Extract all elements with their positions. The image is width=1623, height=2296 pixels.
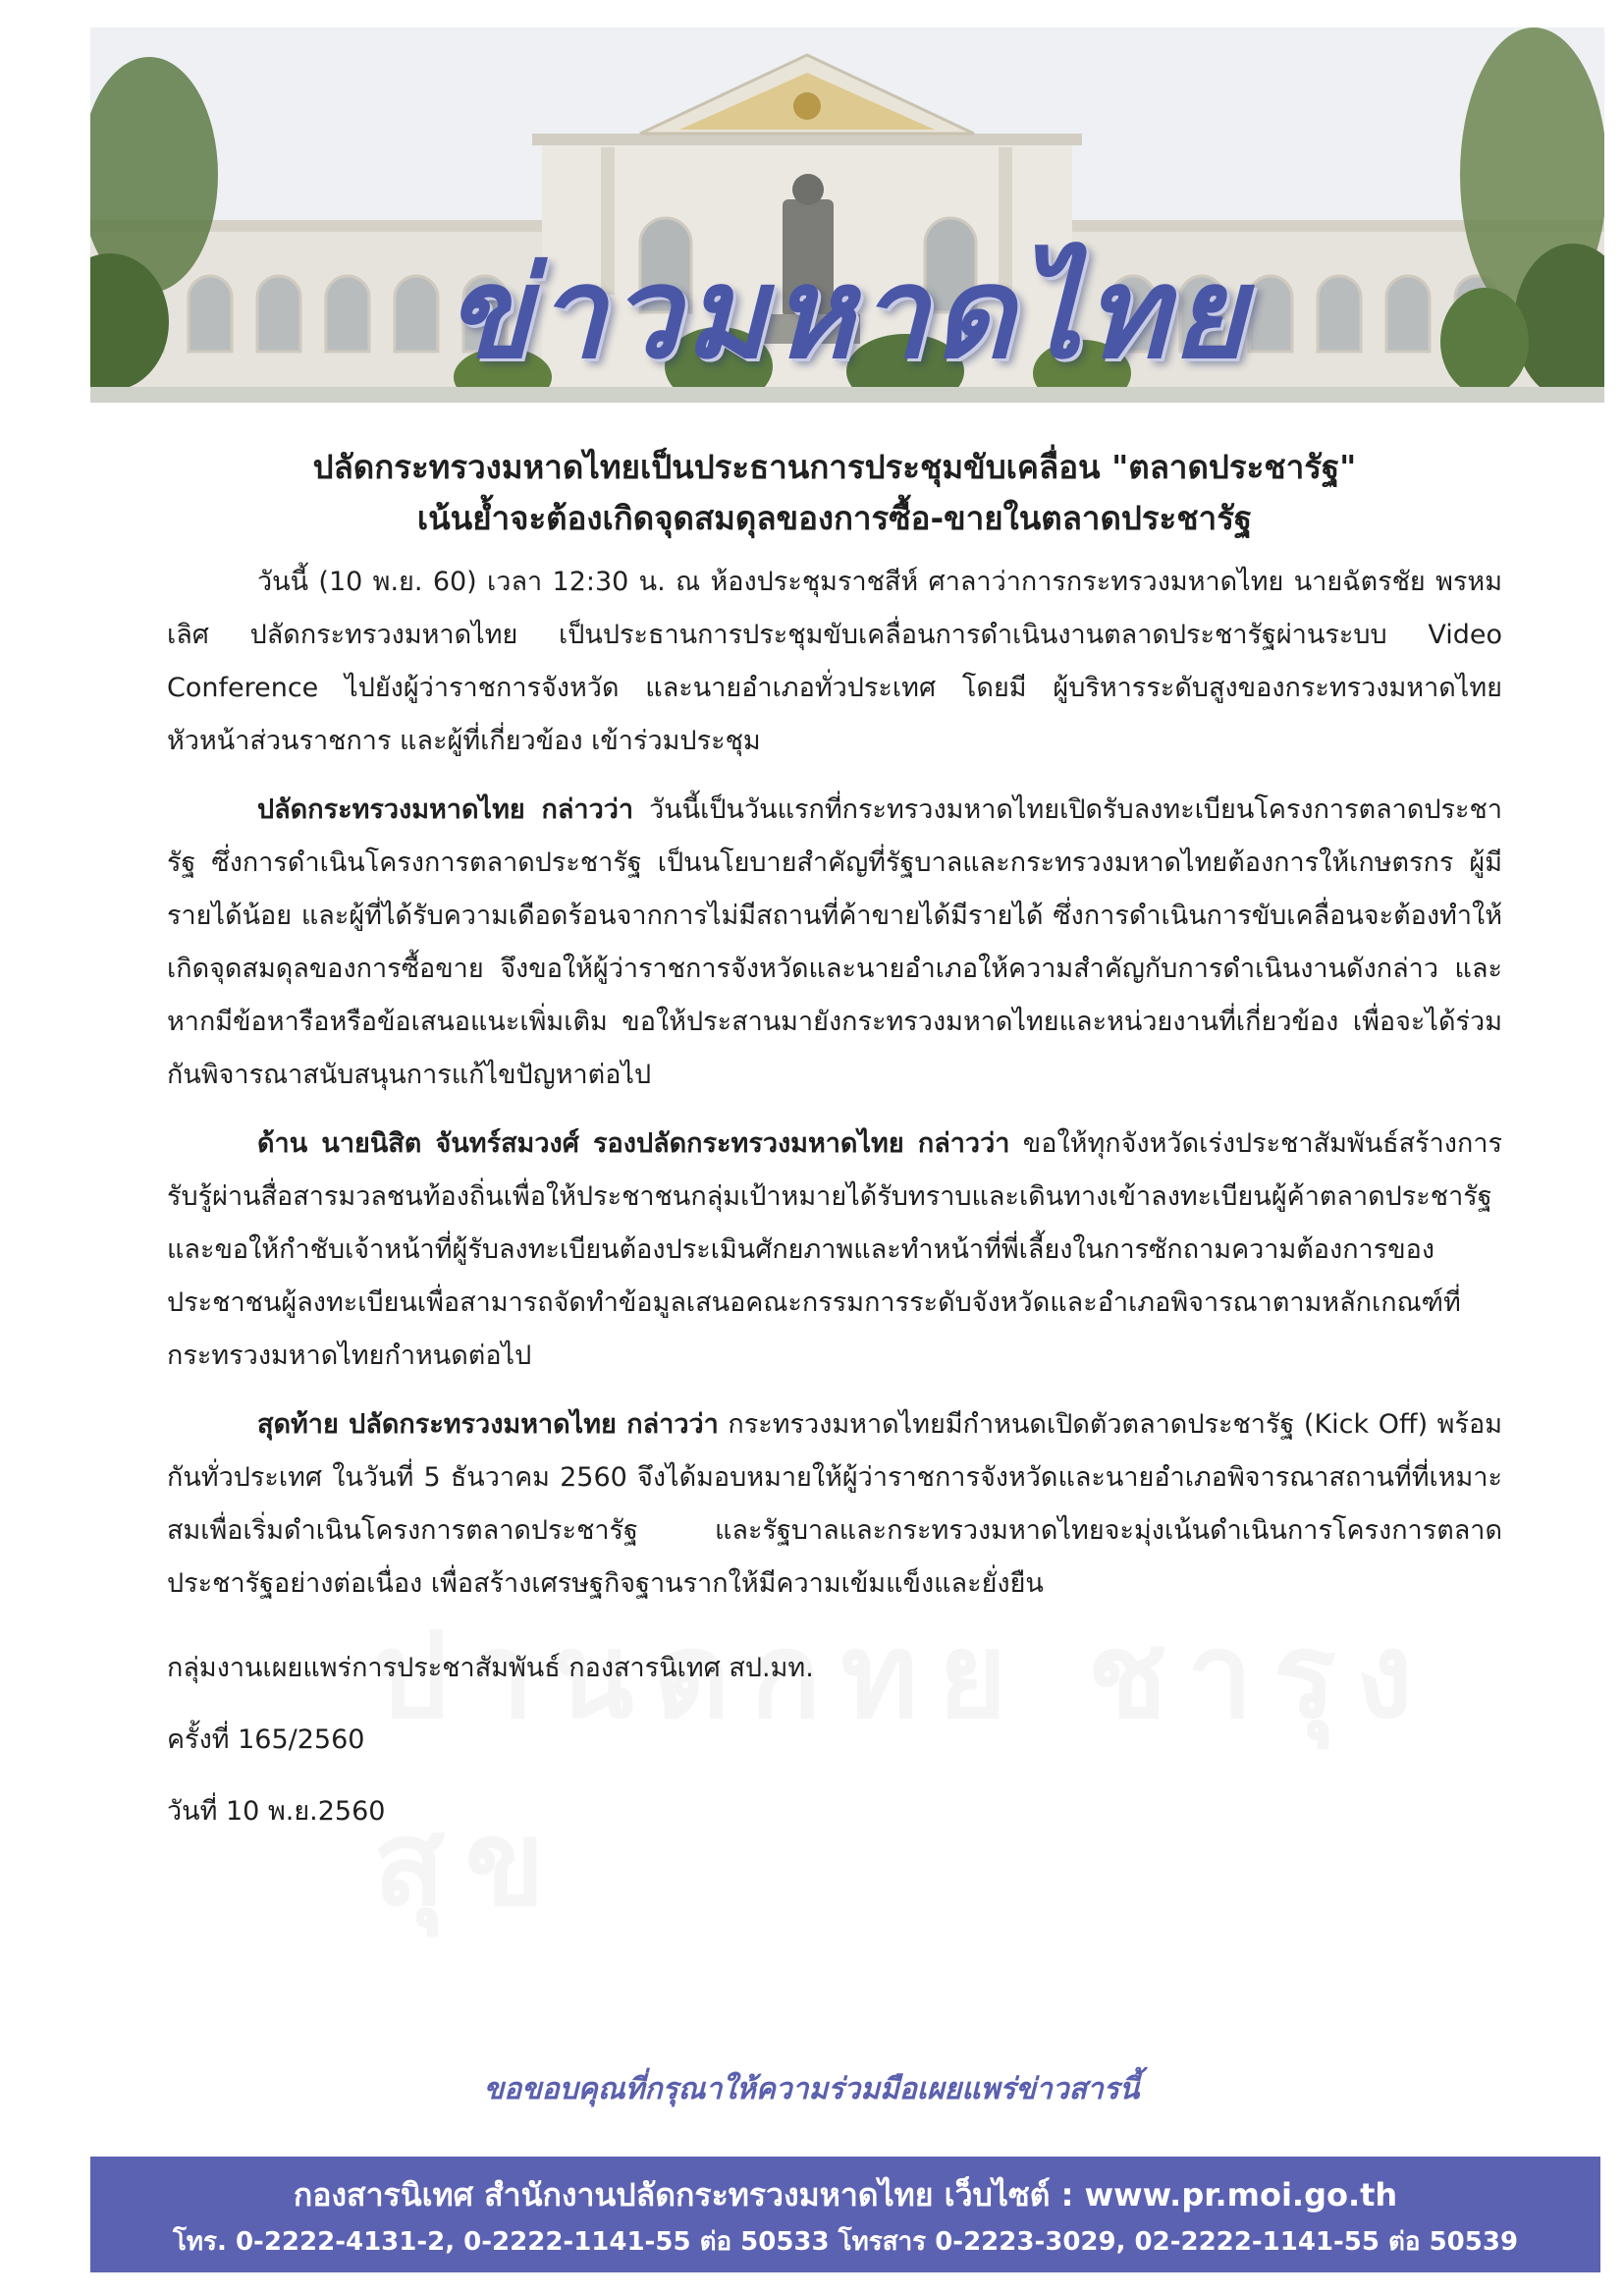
header-banner	[90, 27, 1604, 403]
issue-date: วันที่ 10 พ.ย.2560	[167, 1796, 386, 1827]
paragraph-4-lead: สุดท้าย ปลัดกระทรวงมหาดไทย กล่าวว่า	[257, 1409, 719, 1440]
footer-office-website: กองสารนิเทศ สำนักงานปลัดกระทรวงมหาดไทย เว็บไซต์ : www.pr.moi.go.th	[293, 2176, 1398, 2214]
headline-line-1: ปลัดกระทรวงมหาดไทยเป็นประธานการประชุมขับเคลื่อน "ตลาดประชารัฐ"	[312, 448, 1357, 486]
paragraph-4	[167, 1398, 1502, 1611]
paragraph-4-body: กระทรวงมหาดไทยมีกำหนดเปิดตัวตลาดประชารัฐ (Kick Off) พร้อมกันทั่วประเทศ ในวันที่ 5 ธันวาคม 2560 จึงได้มอบหมายให้ผู้ว่าราชการจังหวัดและนายอำเภอพิจารณาสถานที่ที่เหมาะสมเพื่อเริ่มดำเนินโครงการตลาดประชารัฐ และรัฐบาลและกระทรวงมหาดไทยจะมุ่งเน้นดำเนินการโครงการตลาดประชารัฐอย่างต่อเนื่อง เพื่อสร้างเศรษฐกิจฐานรากให้มีความเข้มแข็งและยั่งยืน	[167, 1409, 1502, 1599]
headline-line-2: เน้นย้ำจะต้องเกิดจุดสมดุลของการซื้อ-ขายในตลาดประชารัฐ	[416, 499, 1253, 537]
paragraph-3	[167, 1118, 1502, 1383]
thanks-note: ขอขอบคุณที่กรุณาให้ความร่วมมือเผยแพร่ข่าวสารนี้	[483, 2072, 1140, 2106]
footer-contact-band	[90, 2157, 1600, 2272]
publisher-unit: กลุ่มงานเผยแพร่การประชาสัมพันธ์ กองสารนิเทศ สป.มท.	[167, 1653, 814, 1683]
paragraph-1: วันนี้ (10 พ.ย. 60) เวลา 12:30 น. ณ ห้องประชุมราชสีห์ ศาลาว่าการกระทรวงมหาดไทย นายฉัตรชัย พรหมเลิศ ปลัดกระทรวงมหาดไทย เป็นประธานการประชุมขับเคลื่อนการดำเนินงานตลาดประชารัฐผ่านระบบ Video Conference ไปยังผู้ว่าราชการจังหวัด และนายอำเภอทั่วประเทศ โดยมี ผู้บริหารระดับสูงของกระทรวงมหาดไทย หัวหน้าส่วนราชการ และผู้ที่เกี่ยวข้อง เข้าร่วมประชุม	[167, 567, 1502, 756]
paragraph-3-prefix: ด้าน	[257, 1128, 322, 1159]
news-article	[167, 442, 1502, 1827]
paragraph-2	[167, 784, 1502, 1102]
paragraph-2-body: วันนี้เป็นวันแรกที่กระทรวงมหาดไทยเปิดรับลงทะเบียนโครงการตลาดประชารัฐ ซึ่งการดำเนินโครงการตลาดประชารัฐ เป็นนโยบายสำคัญที่รัฐบาลและกระทรวงมหาดไทยต้องการให้เกษตรกร ผู้มีรายได้น้อย และผู้ที่ได้รับความเดือดร้อนจากการไม่มีสถานที่ค้าขายได้มีรายได้ ซึ่งการดำเนินการขับเคลื่อนจะต้องทำให้เกิดจุดสมดุลของการซื้อขาย จึงขอให้ผู้ว่าราชการจังหวัดและนายอำเภอให้ความสำคัญกับการดำเนินงานดังกล่าว และหากมีข้อหารือหรือข้อเสนอแนะเพิ่มเติม ขอให้ประสานมายังกระทรวงมหาดไทยและหน่วยงานที่เกี่ยวข้อง เพื่อจะได้ร่วมกันพิจารณาสนับสนุนการแก้ไขปัญหาต่อไป	[167, 794, 1502, 1090]
masthead-title: ข่าวมหาดไทย	[445, 241, 1250, 387]
paragraph-3-lead: นายนิสิต จันทร์สมวงศ์ รองปลัดกระทรวงมหาดไทย กล่าวว่า	[321, 1128, 1010, 1159]
footer-phone-fax: โทร. 0-2222-4131-2, 0-2222-1141-55 ต่อ 50533 โทรสาร 0-2223-3029, 02-2222-1141-55 ต่อ 50539	[172, 2227, 1519, 2257]
paragraph-3-body: ขอให้ทุกจังหวัดเร่งประชาสัมพันธ์สร้างการรับรู้ผ่านสื่อสารมวลชนท้องถิ่นเพื่อให้ประชาชนกลุ่มเป้าหมายได้รับทราบและเดินทางเข้าลงทะเบียนผู้ค้าตลาดประชารัฐ และขอให้กำชับเจ้าหน้าที่ผู้รับลงทะเบียนต้องประเมินศักยภาพและทำหน้าที่พี่เลี้ยงในการซักถามความต้องการของประชาชนผู้ลงทะเบียนเพื่อสามารถจัดทำข้อมูลเสนอคณะกรรมการระดับจังหวัดและอำเภอพิจารณาตามหลักเกณฑ์ที่กระทรวงมหาดไทยกำหนดต่อไป	[167, 1128, 1502, 1371]
paragraph-2-lead: ปลัดกระทรวงมหาดไทย กล่าวว่า	[257, 794, 634, 825]
issue-number: ครั้งที่ 165/2560	[167, 1724, 365, 1755]
